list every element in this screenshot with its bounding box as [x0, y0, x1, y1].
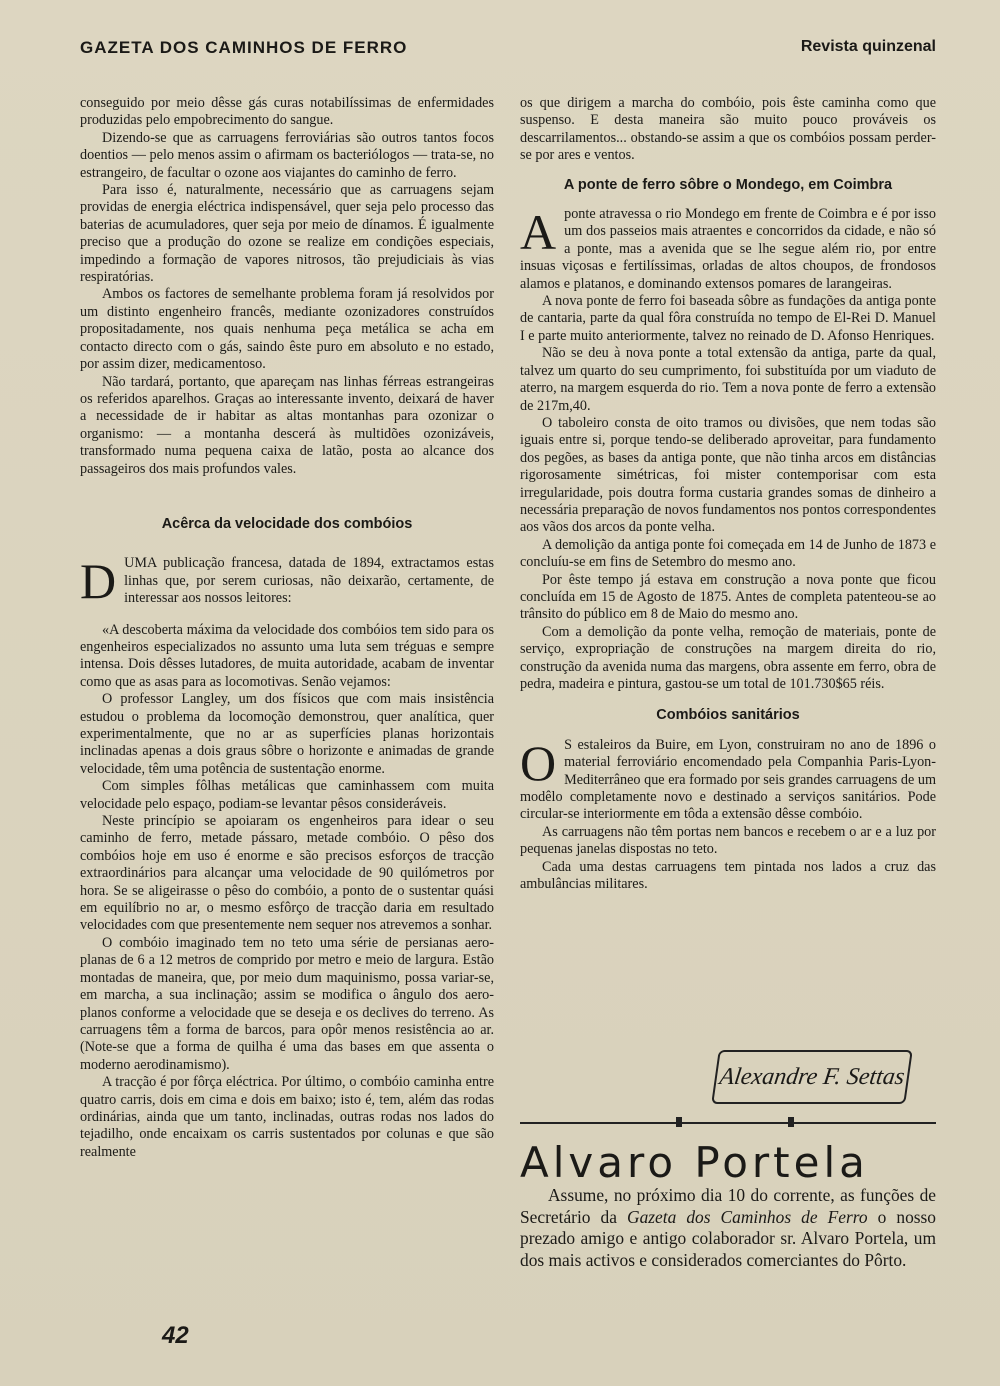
masthead-title: GAZETA DOS CAMINHOS DE FERRO: [80, 38, 408, 57]
lead-text: S estaleiros da Buire, em Lyon, construiram no ano de 1896 o material ferroviário encomendado pela Companhia Paris-Lyon-Mediterrâneo que era formado por seis grandes carruagens de um modêlo completamente novo e destinado a serviços sanitários. Pode circular-se interiormente em tôda a extensão dêsse combóio.: [520, 736, 936, 823]
section-heading: Acêrca da velocidade dos combóios: [161, 515, 413, 532]
notice-body: [520, 1185, 936, 1271]
paragraph: O professor Langley, um dos físicos que com mais insistência estudou o problema da locomoção demonstrou, quer analítica, quer experimentalmente, que no ar as superfícies planas horizontais inclinadas apenas a dois graus sôbre o horizonte e animadas de grande velocidade, têm uma potência de sustentação enorme.: [80, 691, 494, 777]
drop-cap: D: [80, 555, 117, 608]
paragraph: Cada uma destas carruagens tem pintada nos lados a cruz das ambulâncias militares.: [520, 858, 936, 893]
paragraph: O combóio imaginado tem no teto uma série de persianas aero-planas de 6 a 12 metros de comprido por metro e meio de largura. Estão montadas de maneira, que, por meio dum maquinismo, possa variar-se, em marcha, a sua inclinação; assim se modifica o ângulo dos aero-planos conforme a velocidade que se deseja e os declives do terreno. As carruagens têm a forma de barcos, para opôr menos resistência ao ar. (Note-se que a forma de quilha é uma das bases em que assenta o moderno aerodinamismo).: [80, 934, 494, 1073]
paragraph: «A descoberta máxima da velocidade dos combóios tem sido para os engenheiros especializados no assunto uma luta sem tréguas e sempre intensa. Dois dêsses lutadores, de muita autoridade, acabam de inventar como que as asas para as locomotivas. Senão vejamos:: [80, 621, 494, 690]
paragraph: os que dirigem a marcha do combóio, pois êste caminha como que suspenso. E desta maneira são muito pouco prováveis os descarrilamentos... obstando-se assim a que os combóios possam perder-se por ares e ventos.: [520, 95, 936, 164]
notice-text: o nosso prezado amigo e antigo colaborador sr. Alvaro Portela, um dos mais activos e considerados comerciantes do Pôrto.: [520, 1206, 936, 1270]
lead-text: ponte atravessa o rio Mondego em frente de Coimbra e é por isso um dos passeios mais atraentes e concorridos da cidade, e não só a ponte, mas a avenida que se lhe segue além rio, por entre insuas viçosas e fertilíssimas, orladas de altos choupos, de frondosos alamos e platanos, e dominando extensos pomares de larangeiras.: [520, 206, 936, 292]
paragraph: A tracção é por fôrça eléctrica. Por último, o combóio caminha entre quatro carris, dois em cima e dois em baixo; isto é, tem, além das rodas ordinárias, ainda que um tanto, inclinadas, outras rodas nos lados do tejadilho, onde encaixam os carris sustentados por colunas e que são realmente: [80, 1074, 494, 1160]
paragraph: As carruagens não têm portas nem bancos e recebem o ar e a luz por pequenas janelas dispostas no teto.: [520, 823, 936, 858]
paragraph: Por êste tempo já estava em construção a nova ponte que ficou concluída em 15 de Agosto de 1875. Antes de completa patenteou-se ao trânsito do público em 8 de Maio do mesmo ano.: [520, 571, 936, 623]
paragraph: Não tardará, portanto, que apareçam nas linhas férreas estrangeiras os referidos aparelhos. Graças ao interessante invento, deixará de haver a necessidade de ir habitar as altas montanhas para ozonizar o organismo: — a montanha descerá às multidões ozonizáveis, transformado numa pequena caixa de latão, posta ao alcance dos passageiros dos mais profundos vales.: [80, 373, 494, 477]
paragraph: Com a demolição da ponte velha, remoção de materiais, ponte de serviço, expropriação de construções na margem direita do rio, construção da avenida numa das margens, obra assente em ferro, obra de pedra, madeira e pintura, gastou-se um total de 101.730$65 réis.: [520, 623, 936, 692]
drop-cap: A: [520, 206, 557, 261]
masthead-subtitle: Revista quinzenal: [800, 38, 936, 55]
notice-text: Assume, no próximo dia 10 do corrente, as funções de Secretário da: [520, 1185, 936, 1227]
section-heading: Combóios sanitários: [656, 707, 800, 724]
divider-ornament: [788, 1117, 794, 1127]
paragraph: conseguido por meio dêsse gás curas notabilíssimas de enfermidades produzidas pelo empobrecimento do sangue.: [80, 95, 494, 129]
lead-paragraph: [520, 206, 936, 293]
paragraph: Não se deu à nova ponte a total extensão da antiga, parte da qual, talvez um quarto do seu cumprimento, foi substituída por um viaduto de aterro, na margem esquerda do rio. Tem a nova ponte de ferro a extensão de 217m,40.: [520, 345, 936, 414]
notice-italic: Gazeta dos Caminhos de Ferro: [627, 1206, 868, 1227]
right-column: [520, 95, 936, 893]
divider-ornament: [676, 1117, 682, 1127]
paragraph: O taboleiro consta de oito tramos ou divisões, que nem todas são iguais entre si, porque tendo-se deliberado aproveitar, para fundamento dos pegões, as bases da antiga ponte, que não tinha arcos em distâncias rigorosamente simétricas, foi mister contemporisar com esta irregularidade, pois doutra forma custaria grandes somas de dinheiro a necessária preparação de novos fundamentos nos pontos correspondentes aos vãos dos arcos da ponte velha.: [520, 414, 936, 536]
section-heading: A ponte de ferro sôbre o Mondego, em Coimbra: [563, 176, 893, 193]
page-number: 42: [162, 1322, 189, 1349]
paragraph: Ambos os factores de semelhante problema foram já resolvidos por um distinto engenheiro francês, mediante ozonizadores construídos propositadamente, nos quais nenhuma peça metálica se acha em contacto directo com o gás, saindo êste puro em absoluto e no estado, por assim dizer, medicamentoso.: [80, 286, 494, 373]
paragraph: Com simples fôlhas metálicas que caminhassem com muita velocidade pelo espaço, podiam-se levantar pêsos consideráveis.: [80, 778, 494, 812]
paragraph: Dizendo-se que as carruagens ferroviárias são outros tantos focos doentios — pelo menos assim o afirmam os bacteriólogos — trata-se, no estrangeiro, de facultar o ozone aos viajantes do caminho de ferro.: [80, 129, 494, 181]
lead-text: UMA publicação francesa, datada de 1894, extractamos estas linhas que, por serem curiosas, não deixarão, certamente, de interessar aos nossos leitores:: [124, 555, 494, 607]
left-column: [80, 95, 494, 1161]
divider-rule: [520, 1122, 936, 1124]
lead-paragraph: [520, 737, 936, 824]
lead-paragraph: [80, 555, 494, 607]
paragraph: Neste princípio se apoiaram os engenheiros para idear o seu caminho de ferro, metade pássaro, metade combóio. O pêso dos combóios hoje em uso é enorme e são precisos esforços de tracção extraordinários para alcançar uma velocidade de 90 quilómetros por hora. Se se aligeirasse o pêso do combóio, a ponto de o sustentar quási em equilíbrio no ar, o mesmo esfôrço de tracção daria em resultado velocidades com que presentemente nem sequer nos atrevemos a sonhar.: [80, 813, 494, 934]
author-signature: Alexandre F. Settas: [711, 1050, 913, 1104]
notice-title: Alvaro Portela: [520, 1138, 869, 1187]
drop-cap: O: [520, 736, 557, 791]
paragraph: A nova ponte de ferro foi baseada sôbre as fundações da antiga ponte de cantaria, parte da qual fôra construída no tempo de El-Rei D. Manuel I e parte muito anteriormente, talvez no reinado de D. Afonso Henriques.: [520, 293, 936, 344]
paragraph: Para isso é, naturalmente, necessário que as carruagens sejam providas de energia eléctrica indispensável, quer seja pelo processo das baterias de acumuladores, quer seja por meio de dínamos. É igualmente preciso que a produção do ozone se realize em condições especiais, impedindo a formação de vapores nitrosos, tão prejudiciais às vias respiratórias.: [80, 182, 494, 286]
paragraph: A demolição da antiga ponte foi começada em 14 de Junho de 1873 e concluíu-se em fins de Setembro do mesmo ano.: [520, 536, 936, 571]
